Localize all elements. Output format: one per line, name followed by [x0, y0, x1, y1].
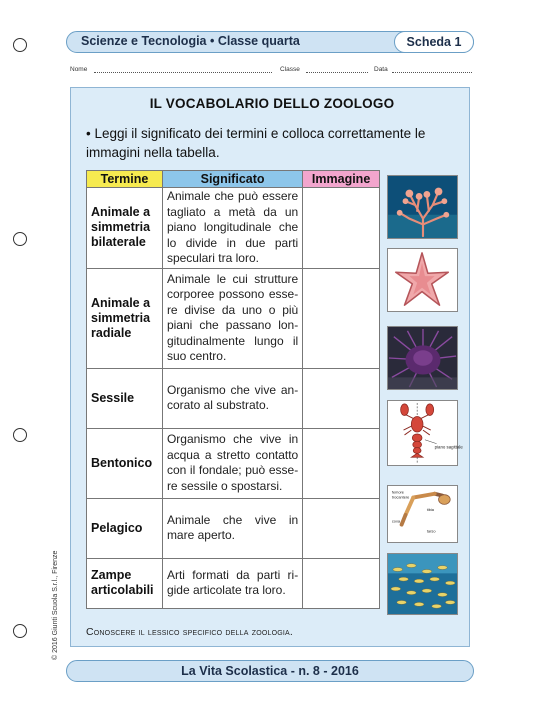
image-drop-cell[interactable] [303, 188, 380, 269]
class-line[interactable] [306, 72, 368, 73]
starfish-drawing[interactable] [387, 248, 458, 312]
coral-photo[interactable] [387, 175, 458, 239]
image-drop-cell[interactable] [303, 268, 380, 368]
term-cell: Animale a simmetria bilaterale [87, 188, 163, 269]
meaning-cell: Animale che può essere tagliato a metà da un piano longitudinale che lo divide in due parti speculari tra loro. [162, 188, 302, 269]
header-immagine: Immagine [303, 171, 380, 188]
table-row [87, 268, 380, 368]
leg-label-femore: femore [391, 489, 404, 495]
binder-hole [13, 624, 27, 638]
table-row [87, 428, 380, 498]
sheet-label: Scheda 1 [394, 31, 474, 53]
image-drop-cell[interactable] [303, 558, 380, 608]
meaning-cell: Animale le cui strutture corporee possono esse-re divise da uno o più piani che passano lon-gitudinalmente lungo il suo centro. [162, 268, 302, 368]
binder-hole [13, 428, 27, 442]
name-label: Nome [70, 66, 88, 73]
learning-objective: Conoscere il lessico specifico della zoologia. [86, 626, 293, 638]
image-drop-cell[interactable] [303, 428, 380, 498]
date-line[interactable] [392, 72, 472, 73]
date-label: Data [374, 66, 388, 73]
student-fields [70, 66, 474, 80]
instruction-text: • Leggi il significato dei termini e colloca correttamente le immagini nella tabella. [86, 126, 426, 160]
lobster-label: piano sagittale [434, 444, 463, 450]
image-drop-cell[interactable] [303, 498, 380, 558]
meaning-cell: Animale che vive in mare aperto. [162, 498, 302, 558]
copyright-note: © 2016 Giunti Scuola S.r.l., Firenze [52, 550, 59, 660]
vocabulary-table [86, 170, 380, 609]
meaning-cell: Arti formati da parti ri-gide articolate tra loro. [162, 558, 302, 608]
footer-bar: La Vita Scolastica - n. 8 - 2016 [66, 660, 474, 682]
term-cell: Pelagico [87, 498, 163, 558]
table-row [87, 188, 380, 269]
fish-school-photo[interactable] [387, 553, 458, 615]
header-significato: Significato [162, 171, 302, 188]
subject-label: Scienze e Tecnologia • Classe quarta [81, 34, 300, 48]
term-cell: Bentonico [87, 428, 163, 498]
binder-hole [13, 232, 27, 246]
image-drop-cell[interactable] [303, 368, 380, 428]
worksheet-title: IL VOCABOLARIO DELLO ZOOLOGO [149, 96, 395, 111]
leg-label-tarso: tarso [426, 528, 436, 534]
table-row [87, 498, 380, 558]
binder-hole [13, 38, 27, 52]
name-line[interactable] [94, 72, 272, 73]
leg-label-tibia: tibia [426, 507, 434, 513]
table-row [87, 368, 380, 428]
leg-label-trocantere: trocantere [391, 494, 410, 500]
term-cell: Animale a simmetria radiale [87, 268, 163, 368]
meaning-cell: Organismo che vive in acqua a stretto contatto con il fondale; può esse-re sessile o spostarsi. [162, 428, 302, 498]
lobster-diagram[interactable] [387, 400, 463, 466]
leg-label-coxa: coxa [391, 518, 401, 524]
table-row [87, 558, 380, 608]
header-termine: Termine [87, 171, 163, 188]
table-header-row [87, 171, 380, 188]
class-label: Classe [280, 66, 300, 73]
arthropod-leg-diagram[interactable] [387, 485, 458, 543]
term-cell: Zampe articolabili [87, 558, 163, 608]
meaning-cell: Organismo che vive an-corato al substrato. [162, 368, 302, 428]
term-cell: Sessile [87, 368, 163, 428]
sea-urchin-photo[interactable] [387, 326, 458, 390]
header-bar [66, 31, 474, 53]
